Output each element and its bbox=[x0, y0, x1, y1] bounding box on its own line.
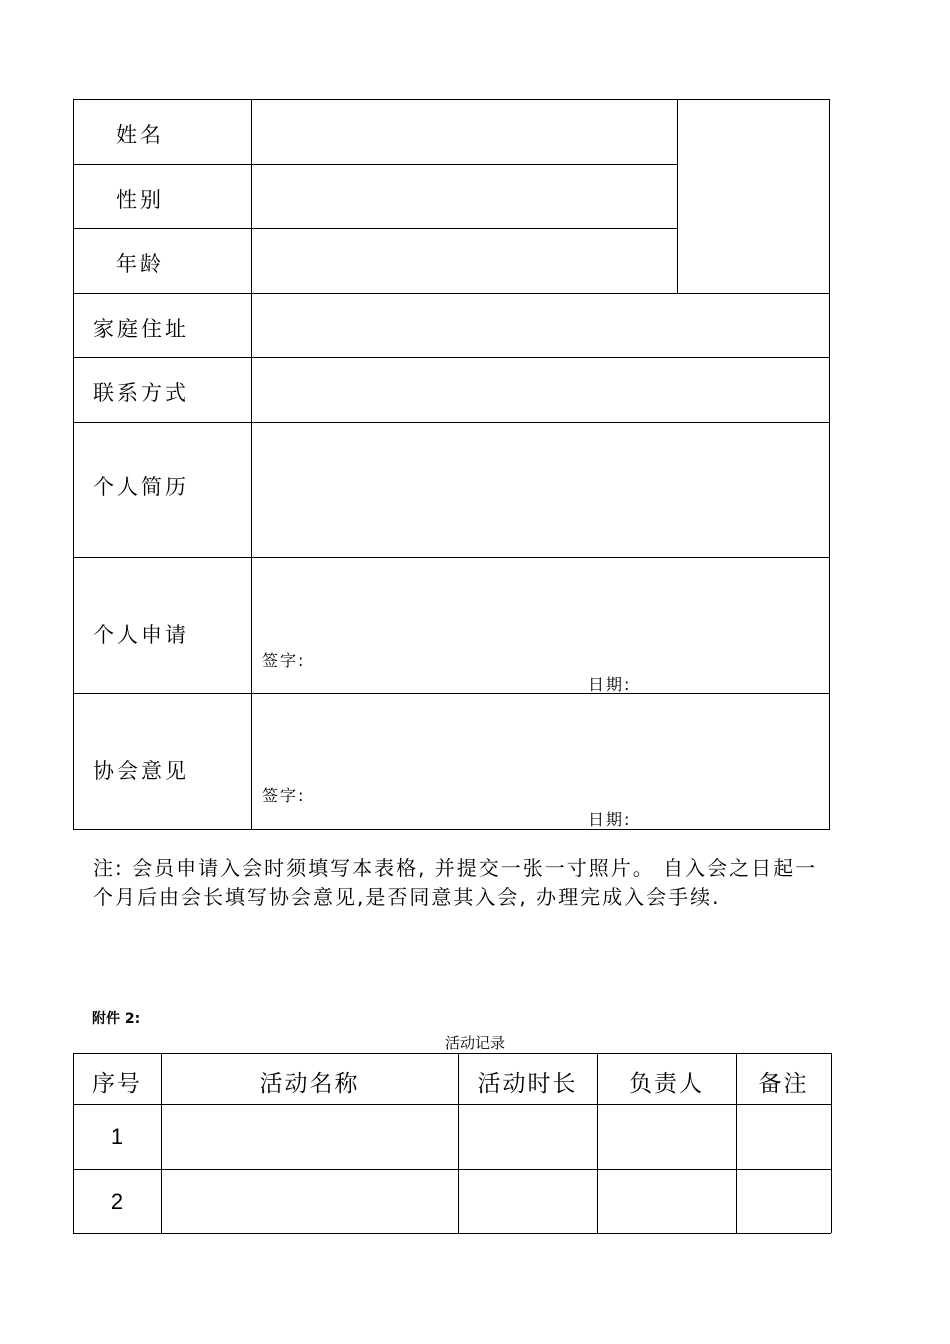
name-field[interactable] bbox=[252, 100, 677, 164]
header-activity-duration: 活动时长 bbox=[477, 1071, 578, 1097]
resume-field[interactable] bbox=[252, 423, 829, 557]
row-index-1: 1 bbox=[110, 1124, 124, 1149]
activity-duration-cell[interactable] bbox=[459, 1170, 597, 1233]
gender-field[interactable] bbox=[252, 165, 677, 228]
table-border-left bbox=[73, 99, 74, 829]
application-signature-label: 签字: bbox=[262, 651, 306, 670]
application-field[interactable] bbox=[252, 558, 829, 693]
table-border-top bbox=[73, 1053, 831, 1054]
person-in-charge-cell[interactable] bbox=[598, 1170, 736, 1233]
label-age: 年龄 bbox=[116, 252, 164, 276]
header-index: 序号 bbox=[92, 1071, 142, 1097]
person-in-charge-cell[interactable] bbox=[598, 1105, 736, 1169]
label-opinion: 协会意见 bbox=[93, 759, 189, 783]
header-remarks: 备注 bbox=[758, 1071, 809, 1097]
header-activity-name: 活动名称 bbox=[259, 1071, 360, 1097]
remarks-cell[interactable] bbox=[737, 1170, 831, 1233]
label-application: 个人申请 bbox=[93, 623, 189, 647]
photo-box[interactable] bbox=[678, 100, 829, 293]
opinion-signature-label: 签字: bbox=[262, 786, 306, 805]
header-person-in-charge: 负责人 bbox=[629, 1071, 704, 1097]
attachment-label: 附件 2: bbox=[92, 1011, 141, 1027]
form-note: 注: 会员申请入会时须填写本表格, 并提交一张一寸照片。 自入会之日起一个月后由会长填写协会意见,是否同意其入会, 办理完成入会手续. bbox=[93, 856, 818, 909]
activity-name-cell[interactable] bbox=[162, 1105, 458, 1169]
label-name: 姓名 bbox=[116, 123, 164, 147]
age-field[interactable] bbox=[252, 229, 677, 293]
opinion-date-label: 日期: bbox=[588, 810, 632, 829]
label-resume: 个人简历 bbox=[93, 475, 189, 499]
row-index-2: 2 bbox=[110, 1189, 124, 1214]
contact-field[interactable] bbox=[252, 358, 829, 422]
table-border-right bbox=[831, 1053, 832, 1233]
remarks-cell[interactable] bbox=[737, 1105, 831, 1169]
table-border-bottom bbox=[73, 1233, 831, 1234]
address-field[interactable] bbox=[252, 294, 829, 357]
table-border-bottom bbox=[73, 829, 830, 830]
label-gender: 性别 bbox=[116, 188, 164, 212]
label-address: 家庭住址 bbox=[93, 317, 189, 341]
application-date-label: 日期: bbox=[588, 675, 632, 694]
activity-name-cell[interactable] bbox=[162, 1170, 458, 1233]
opinion-field[interactable] bbox=[252, 694, 829, 829]
table-border-right bbox=[829, 99, 830, 829]
activity-duration-cell[interactable] bbox=[459, 1105, 597, 1169]
attachment-title: 活动记录 bbox=[444, 1034, 505, 1052]
label-contact: 联系方式 bbox=[93, 381, 189, 405]
